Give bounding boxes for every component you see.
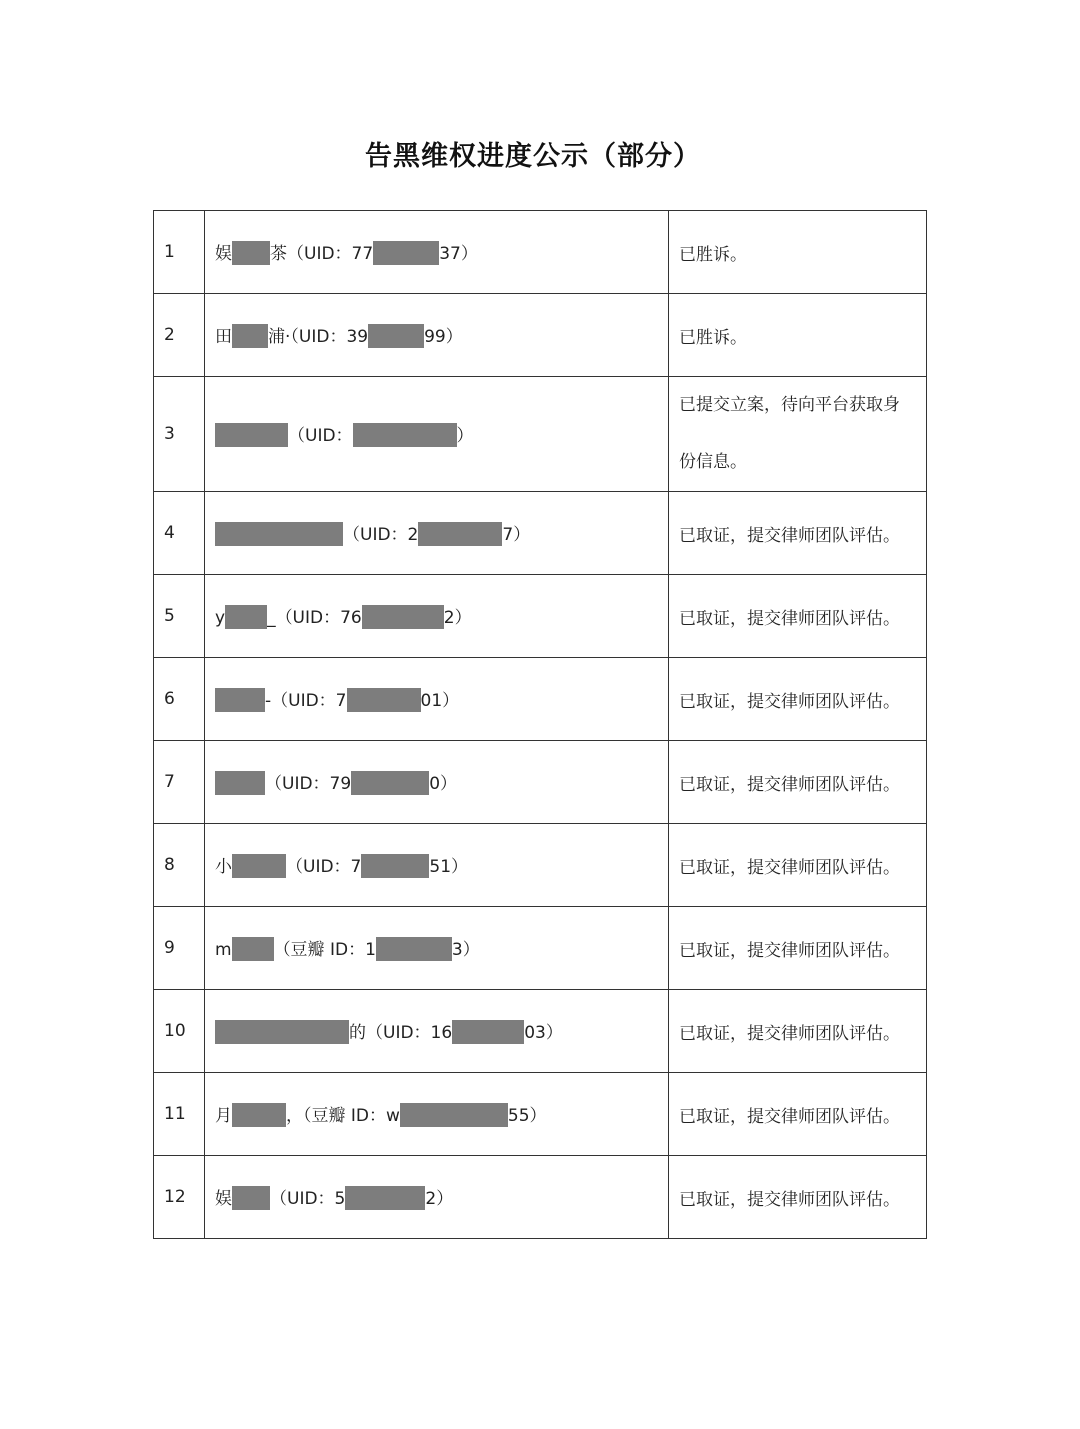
status-cell: 已取证，提交律师团队评估。 <box>669 741 927 824</box>
account-uid-label: （UID：2 <box>343 524 419 545</box>
redaction-block <box>400 1103 508 1127</box>
account-uid-label: （UID： <box>288 425 353 446</box>
table-row <box>154 1073 927 1156</box>
account-uid-end: 03） <box>524 1022 563 1043</box>
account-cell <box>205 377 669 492</box>
row-number: 1 <box>154 211 205 294</box>
row-number: 11 <box>154 1073 205 1156</box>
redaction-block <box>232 324 268 348</box>
table-row <box>154 211 927 294</box>
account-name-start: m <box>215 939 232 960</box>
account-cell <box>205 575 669 658</box>
account-uid-label: _（UID：76 <box>267 607 362 628</box>
table-row <box>154 741 927 824</box>
redaction-block <box>215 1020 349 1044</box>
table-row <box>154 824 927 907</box>
table-row <box>154 1156 927 1239</box>
row-number: 12 <box>154 1156 205 1239</box>
account-uid-label: 茶（UID：77 <box>270 243 374 264</box>
status-cell: 已提交立案，待向平台获取身份信息。 <box>669 377 927 492</box>
table-row <box>154 492 927 575</box>
account-uid-label: 的（UID：16 <box>349 1022 453 1043</box>
redaction-block <box>361 854 429 878</box>
account-cell <box>205 1073 669 1156</box>
account-uid-end: ） <box>456 425 474 446</box>
redaction-block <box>215 688 265 712</box>
redaction-block <box>215 771 265 795</box>
redaction-block <box>215 522 343 546</box>
redaction-block <box>232 241 270 265</box>
status-cell: 已取证，提交律师团队评估。 <box>669 1073 927 1156</box>
account-name-start: y <box>215 607 226 628</box>
redaction-block <box>232 854 286 878</box>
account-cell <box>205 492 669 575</box>
account-name-start: 娱 <box>215 243 232 264</box>
status-cell: 已取证，提交律师团队评估。 <box>669 1156 927 1239</box>
redaction-block <box>225 605 267 629</box>
account-name-start: 娱 <box>215 1188 232 1209</box>
redaction-block <box>232 1186 270 1210</box>
status-cell: 已取证，提交律师团队评估。 <box>669 575 927 658</box>
status-cell: 已取证，提交律师团队评估。 <box>669 907 927 990</box>
redaction-block <box>347 688 421 712</box>
redaction-block <box>452 1020 524 1044</box>
account-name-start: 小 <box>215 856 232 877</box>
redaction-block <box>368 324 424 348</box>
status-cell: 已胜诉。 <box>669 211 927 294</box>
account-cell <box>205 741 669 824</box>
account-uid-end: 99） <box>424 326 463 347</box>
account-uid-label: ，（豆瓣 ID：w <box>286 1105 400 1126</box>
redaction-block <box>215 423 288 447</box>
redaction-block <box>345 1186 425 1210</box>
account-uid-label: （UID：5 <box>270 1188 346 1209</box>
account-uid-label: （UID：7 <box>286 856 362 877</box>
status-cell: 已取证，提交律师团队评估。 <box>669 492 927 575</box>
status-cell: 已胜诉。 <box>669 294 927 377</box>
table-row <box>154 575 927 658</box>
status-cell: 已取证，提交律师团队评估。 <box>669 990 927 1073</box>
row-number: 4 <box>154 492 205 575</box>
redaction-block <box>376 937 452 961</box>
table-row <box>154 658 927 741</box>
account-uid-end: 7） <box>502 524 531 545</box>
account-cell <box>205 211 669 294</box>
account-cell <box>205 1156 669 1239</box>
account-uid-label: （豆瓣 ID：1 <box>273 939 376 960</box>
account-cell <box>205 658 669 741</box>
document-title: 告黑维权进度公示（部分） <box>365 141 701 172</box>
redaction-block <box>362 605 444 629</box>
status-cell: 已取证，提交律师团队评估。 <box>669 658 927 741</box>
row-number: 10 <box>154 990 205 1073</box>
row-number: 9 <box>154 907 205 990</box>
account-uid-end: 2） <box>443 607 472 628</box>
progress-table <box>153 210 927 1239</box>
account-name-start: 田 <box>215 326 232 347</box>
account-uid-end: 01） <box>420 690 460 711</box>
redaction-block <box>232 937 274 961</box>
account-uid-label: 浦·（UID：39 <box>268 326 369 347</box>
account-uid-label: （UID：79 <box>265 773 352 794</box>
redaction-block <box>373 241 439 265</box>
account-cell <box>205 294 669 377</box>
account-uid-end: 0） <box>429 773 458 794</box>
row-number: 7 <box>154 741 205 824</box>
redaction-block <box>353 423 457 447</box>
account-uid-end: 3） <box>451 939 480 960</box>
redaction-block <box>418 522 502 546</box>
account-name-start: 月 <box>215 1105 232 1126</box>
table-row <box>154 990 927 1073</box>
account-uid-end: 2） <box>425 1188 454 1209</box>
table-row <box>154 294 927 377</box>
row-number: 5 <box>154 575 205 658</box>
account-uid-label: -（UID：7 <box>265 690 347 711</box>
redaction-block <box>351 771 429 795</box>
row-number: 8 <box>154 824 205 907</box>
account-uid-end: 55） <box>507 1105 547 1126</box>
redaction-block <box>232 1103 286 1127</box>
status-cell: 已取证，提交律师团队评估。 <box>669 824 927 907</box>
account-cell <box>205 907 669 990</box>
table-row <box>154 377 927 492</box>
account-uid-end: 37） <box>439 243 478 264</box>
account-cell <box>205 990 669 1073</box>
account-cell <box>205 824 669 907</box>
row-number: 2 <box>154 294 205 377</box>
table-row <box>154 907 927 990</box>
row-number: 6 <box>154 658 205 741</box>
row-number: 3 <box>154 377 205 492</box>
account-uid-end: 51） <box>429 856 469 877</box>
